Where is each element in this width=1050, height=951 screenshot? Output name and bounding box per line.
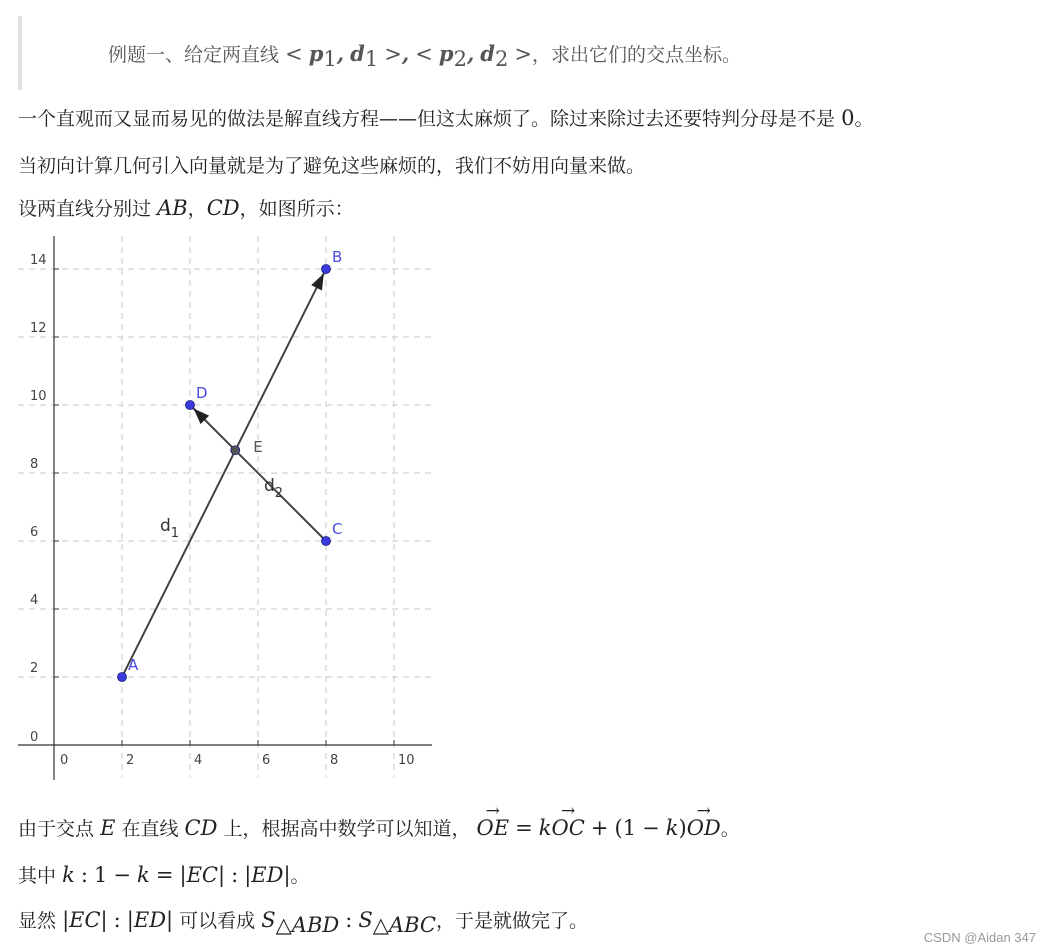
math-s: S [358, 908, 373, 932]
math-d: d [480, 41, 495, 66]
math-ec: EC [186, 863, 218, 887]
period: 。 [720, 818, 740, 840]
watermark: CSDN @Aidan 347 [923, 930, 1036, 945]
math-ed: ED [251, 863, 284, 887]
x-tick-label: 6 [262, 753, 271, 768]
math-comma: , [336, 41, 345, 66]
math-gt-1: > [384, 42, 402, 66]
math-k: k [665, 816, 679, 840]
geometry-figure [14, 232, 444, 784]
math-sub: 1 [323, 46, 337, 71]
paragraph-6 [18, 906, 588, 937]
math-bar: | [126, 908, 134, 932]
paragraph-3 [18, 194, 354, 221]
math-cd: CD [206, 196, 240, 220]
math-zero: 0 [841, 106, 855, 130]
math-bar: | [62, 908, 70, 932]
paragraph-1 [18, 104, 873, 131]
x-tick-label: 2 [126, 753, 135, 768]
math-minus: − [113, 863, 131, 887]
y-tick-label: 0 [30, 730, 39, 745]
math-p: p [308, 41, 324, 66]
paragraph-prefix: 由于交点 [18, 818, 95, 840]
math-p: p [438, 41, 454, 66]
math-cd: CD [184, 816, 218, 840]
paragraph-mid: 可以看成 [179, 910, 256, 932]
math-minus: − [642, 816, 660, 840]
math-ab: AB [157, 196, 188, 220]
point-a [118, 673, 127, 682]
paragraph-mid2: 上，根据高中数学可以知道， [223, 818, 471, 840]
y-tick-label: 8 [30, 457, 39, 472]
point-label-a: A [128, 656, 139, 674]
math-bar: | [179, 863, 187, 887]
y-tick-label: 2 [30, 661, 39, 676]
math-eq: = [155, 863, 174, 887]
math-ec: EC [69, 908, 101, 932]
blockquote [18, 16, 1030, 90]
math-sub-abd: △ABD [275, 912, 340, 937]
point-label-b: B [332, 248, 343, 266]
paragraph-prefix: 设两直线分别过 [18, 198, 152, 220]
x-tick-label: 0 [60, 753, 69, 768]
math-k: k [538, 816, 552, 840]
math-sub: 1 [364, 46, 379, 71]
point-b [322, 265, 331, 274]
math-bar: | [244, 863, 252, 887]
arrowhead [311, 273, 324, 290]
paragraph-suffix: ，如图所示： [239, 198, 354, 220]
paragraph-mid: 在直线 [121, 818, 179, 840]
point-label-d: D [196, 384, 208, 402]
y-tick-label: 6 [30, 525, 39, 540]
math-lt-1: < [285, 42, 303, 66]
math-gt-2: > [514, 42, 533, 66]
math-ed: ED [133, 908, 167, 932]
math-d: d [350, 41, 365, 66]
math-eq: = [515, 816, 533, 840]
math-comma: , [466, 41, 475, 66]
math-s: S [261, 908, 276, 932]
y-tick-label: 4 [30, 593, 39, 608]
tick-labels [30, 253, 415, 768]
problem-statement [108, 40, 741, 71]
vector-label-d2: $d_2$ [264, 476, 284, 501]
axes [18, 236, 432, 780]
paragraph-suffix: ，于是就做完了。 [436, 910, 589, 932]
math-rparen: ) [678, 816, 687, 840]
x-tick-label: 10 [398, 753, 415, 768]
y-tick-label: 12 [30, 321, 47, 336]
math-colon: : [113, 908, 121, 932]
math-sub-abc: △ABC [372, 912, 436, 937]
paragraph-2 [18, 151, 645, 178]
math-lparen: (1 [614, 816, 637, 840]
problem-suffix: ，求出它们的交点坐标。 [532, 44, 742, 66]
vector-od: → OD [687, 816, 721, 840]
math-k: k [137, 863, 150, 887]
point-e [231, 446, 240, 455]
math-bar: | [283, 863, 291, 887]
problem-prefix: 例题一、给定两直线 [108, 44, 280, 66]
point-label-e: E [253, 438, 263, 457]
point-d [186, 401, 195, 410]
period: 。 [290, 865, 310, 887]
paragraph-4 [18, 814, 740, 841]
paragraph-prefix: 其中 [18, 865, 57, 887]
math-bar: | [100, 908, 108, 932]
vector-label-d1: $d_1$ [160, 516, 180, 541]
x-tick-label: 4 [194, 753, 203, 768]
y-tick-label: 10 [30, 389, 47, 404]
paragraph-5 [18, 861, 310, 888]
vector-oe: → OE [477, 816, 510, 840]
math-sub: 2 [494, 46, 509, 71]
math-one: 1 [93, 863, 108, 887]
period: 。 [854, 108, 874, 130]
math-sub: 2 [453, 46, 467, 71]
grid [18, 236, 432, 777]
paragraph-text: 一个直观而又显而易见的做法是解直线方程——但这太麻烦了。除过来除过去还要特判分母是不是 [18, 108, 836, 130]
math-e: E [100, 816, 116, 840]
math-bar: | [217, 863, 226, 887]
math-k: k [62, 863, 75, 887]
math-colon: : [345, 908, 353, 932]
y-tick-label: 14 [30, 253, 47, 268]
math-colon: : [80, 863, 88, 887]
point-label-c: C [332, 520, 343, 538]
math-plus: + [590, 816, 609, 840]
math-colon: : [231, 863, 239, 887]
vector-oc: → OC [552, 816, 585, 840]
separator: ， [187, 198, 207, 220]
point-c [322, 537, 331, 546]
math-sep: , [401, 41, 410, 66]
math-lt-2: < [415, 42, 433, 66]
x-tick-label: 8 [330, 753, 339, 768]
math-bar: | [166, 908, 174, 932]
paragraph-text: 当初向计算几何引入向量就是为了避免这些麻烦的，我们不妨用向量来做。 [18, 155, 646, 177]
paragraph-prefix: 显然 [18, 910, 57, 932]
